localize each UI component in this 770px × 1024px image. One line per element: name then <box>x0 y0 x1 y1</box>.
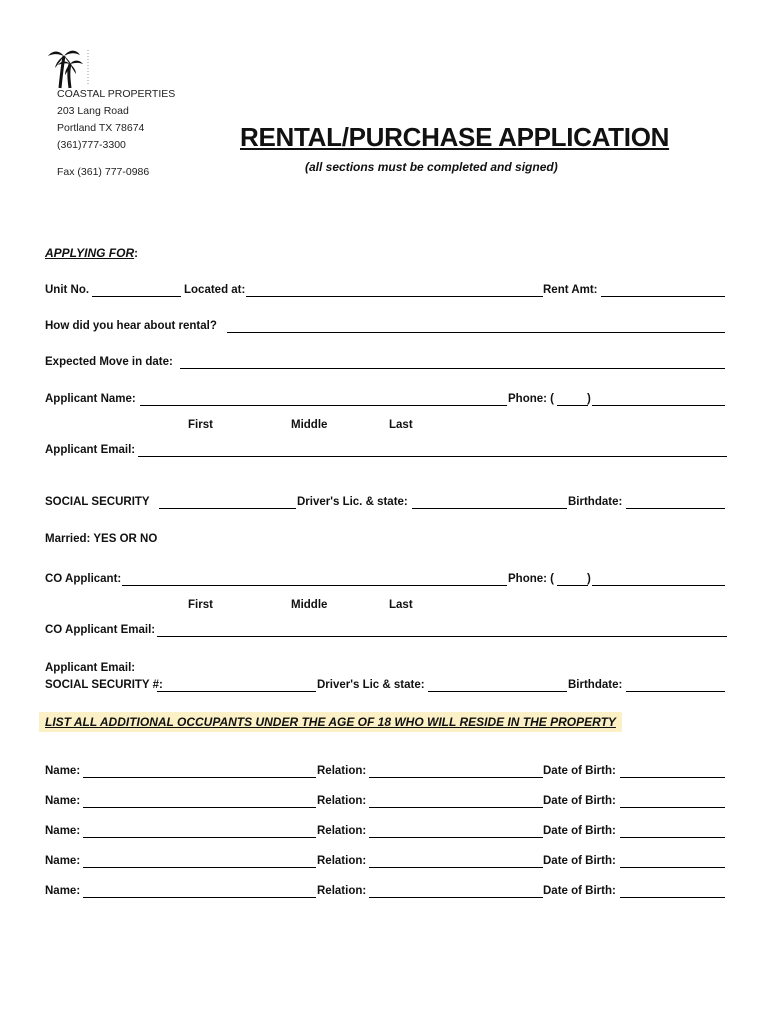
occupant-relation-field[interactable] <box>369 837 543 838</box>
applicant-phone-field[interactable] <box>592 405 725 406</box>
drivers-license-field[interactable] <box>412 508 567 509</box>
occupant-dob-label: Date of Birth: <box>543 795 616 807</box>
occupant-relation-label: Relation: <box>317 765 367 777</box>
occupant-dob-label: Date of Birth: <box>543 825 616 837</box>
occupant-name-label: Name: <box>45 885 81 897</box>
ssn-label: SOCIAL SECURITY <box>45 496 150 508</box>
occupant-relation-field[interactable] <box>369 777 543 778</box>
married-label: Married: YES OR NO <box>45 533 158 545</box>
co-drivers-license-field[interactable] <box>428 691 567 692</box>
co-applicant-name-field[interactable] <box>122 585 507 586</box>
occupant-relation-label: Relation: <box>317 885 367 897</box>
applicant-last-caption: Last <box>389 419 413 431</box>
co-birthdate-field[interactable] <box>626 691 725 692</box>
occupant-name-label: Name: <box>45 825 81 837</box>
co-applicant-paren: ) <box>587 573 591 585</box>
applicant-first-caption: First <box>188 419 213 431</box>
rent-label: Rent Amt: <box>543 284 598 296</box>
co-applicant-phone-label: Phone: ( <box>508 573 554 585</box>
co-applicant-label: CO Applicant: <box>45 573 122 585</box>
occupant-dob-field[interactable] <box>620 867 725 868</box>
occupant-dob-label: Date of Birth: <box>543 885 616 897</box>
occupant-dob-field[interactable] <box>620 777 725 778</box>
occupant-dob-field[interactable] <box>620 897 725 898</box>
hear-field[interactable] <box>227 332 725 333</box>
applicant-middle-caption: Middle <box>291 419 328 431</box>
occupants-heading: LIST ALL ADDITIONAL OCCUPANTS UNDER THE AGE OF 18 WHO WILL RESIDE IN THE PROPERTY <box>39 712 622 732</box>
birthdate-label: Birthdate: <box>568 496 623 508</box>
occupant-dob-label: Date of Birth: <box>543 855 616 867</box>
applicant-area-code-field[interactable] <box>557 405 588 406</box>
applicant-name-label: Applicant Name: <box>45 393 136 405</box>
occupant-dob-field[interactable] <box>620 837 725 838</box>
occupant-name-field[interactable] <box>83 777 316 778</box>
ssn-field[interactable] <box>159 508 296 509</box>
rent-field[interactable] <box>601 296 725 297</box>
co-applicant-email-label: CO Applicant Email: <box>45 624 156 636</box>
occupant-name-field[interactable] <box>83 807 316 808</box>
applicant-email-field[interactable] <box>138 456 727 457</box>
page-title: RENTAL/PURCHASE APPLICATION <box>240 122 670 152</box>
occupant-name-field[interactable] <box>83 837 316 838</box>
co-applicant-area-code-field[interactable] <box>557 585 588 586</box>
occupant-relation-label: Relation: <box>317 855 367 867</box>
company-fax: Fax (361) 777-0986 <box>57 166 150 178</box>
company-phone: (361)777-3300 <box>57 139 126 151</box>
occupant-name-label: Name: <box>45 765 81 777</box>
co-last-caption: Last <box>389 599 413 611</box>
occupant-relation-field[interactable] <box>369 807 543 808</box>
located-field[interactable] <box>246 296 543 297</box>
applicant-paren: ) <box>587 393 591 405</box>
occupant-relation-field[interactable] <box>369 897 543 898</box>
applying-for-heading: APPLYING FOR: <box>45 246 138 260</box>
occupant-name-field[interactable] <box>83 897 316 898</box>
page-subtitle: (all sections must be completed and signed) <box>305 160 558 174</box>
applicant-email-label: Applicant Email: <box>45 444 136 456</box>
occupant-relation-field[interactable] <box>369 867 543 868</box>
palm-tree-logo-icon <box>46 46 94 90</box>
co-birthdate-label: Birthdate: <box>568 679 623 691</box>
occupant-relation-label: Relation: <box>317 795 367 807</box>
co-applicant-email-field[interactable] <box>157 636 727 637</box>
occupant-relation-label: Relation: <box>317 825 367 837</box>
occupant-name-label: Name: <box>45 855 81 867</box>
move-in-field[interactable] <box>180 368 725 369</box>
co-middle-caption: Middle <box>291 599 328 611</box>
unit-field[interactable] <box>92 296 181 297</box>
co-ssn-field[interactable] <box>157 691 316 692</box>
co-applicant-email2-label: Applicant Email: <box>45 662 136 674</box>
company-city: Portland TX 78674 <box>57 122 145 134</box>
drivers-license-label: Driver's Lic. & state: <box>297 496 408 508</box>
located-label: Located at: <box>184 284 246 296</box>
applicant-phone-label: Phone: ( <box>508 393 554 405</box>
applicant-name-field[interactable] <box>140 405 507 406</box>
co-first-caption: First <box>188 599 213 611</box>
hear-label: How did you hear about rental? <box>45 320 217 332</box>
unit-label: Unit No. <box>45 284 90 296</box>
occupant-name-field[interactable] <box>83 867 316 868</box>
move-in-label: Expected Move in date: <box>45 356 173 368</box>
co-applicant-phone-field[interactable] <box>592 585 725 586</box>
occupant-name-label: Name: <box>45 795 81 807</box>
company-address: 203 Lang Road <box>57 105 129 117</box>
occupant-dob-label: Date of Birth: <box>543 765 616 777</box>
co-drivers-license-label: Driver's Lic & state: <box>317 679 425 691</box>
occupant-dob-field[interactable] <box>620 807 725 808</box>
co-ssn-label: SOCIAL SECURITY #: <box>45 679 163 691</box>
company-name: COASTAL PROPERTIES <box>57 88 176 100</box>
birthdate-field[interactable] <box>626 508 725 509</box>
